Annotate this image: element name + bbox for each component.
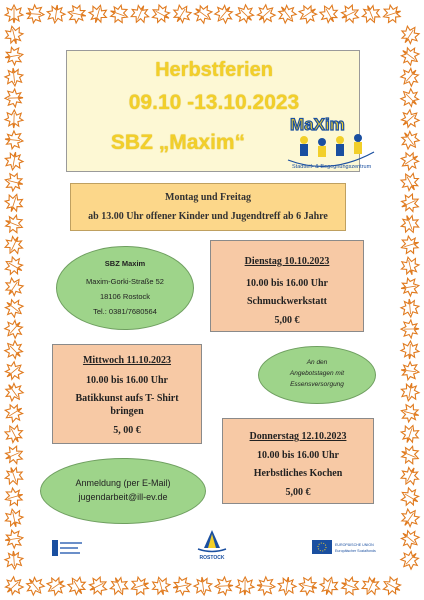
leaf-icon bbox=[2, 212, 25, 235]
dienstag-price: 5,00 € bbox=[274, 315, 300, 326]
leaf-icon bbox=[2, 464, 25, 487]
leaf-icon bbox=[397, 64, 422, 89]
leaf-icon bbox=[1, 337, 26, 362]
leaf-icon bbox=[397, 547, 422, 572]
note-line-3: Essensversorgung bbox=[290, 381, 344, 388]
mittwoch-activity-1: Batikkunst aufs T- Shirt bbox=[75, 393, 179, 404]
leaf-icon bbox=[296, 2, 321, 27]
leaf-icon bbox=[232, 1, 257, 26]
opening-hours-box bbox=[70, 183, 346, 231]
donnerstag-date: Donnerstag 12.10.2023 bbox=[249, 431, 347, 442]
leaf-icon bbox=[297, 575, 319, 597]
leaf-icon bbox=[236, 577, 254, 595]
leaf-icon bbox=[107, 574, 131, 598]
note-line-2: Angebotstagen mit bbox=[289, 370, 345, 377]
leaf-icon bbox=[397, 106, 422, 131]
leaf-icon bbox=[253, 1, 278, 26]
donnerstag-price: 5,00 € bbox=[285, 487, 311, 498]
leaf-icon bbox=[2, 422, 26, 446]
leaf-icon bbox=[1, 573, 26, 598]
leaf-icon bbox=[399, 381, 420, 402]
leaf-icon bbox=[2, 254, 27, 279]
leaf-icon bbox=[380, 574, 404, 598]
leaf-icon bbox=[397, 127, 422, 152]
maxim-logo-brand: MaXim bbox=[290, 115, 345, 134]
title-herbstferien: Herbstferien bbox=[155, 59, 273, 81]
leaf-icon bbox=[3, 24, 25, 46]
address-street: Maxim-Gorki-Straße 52 bbox=[86, 277, 164, 286]
leaf-icon bbox=[400, 298, 420, 318]
dienstag-time: 10.00 bis 16.00 Uhr bbox=[246, 278, 328, 289]
mittwoch-price: 5, 00 € bbox=[113, 425, 141, 436]
leaf-icon bbox=[2, 275, 27, 300]
leaf-icon bbox=[170, 2, 195, 27]
leaf-icon bbox=[2, 401, 27, 426]
donnerstag-time: 10.00 bis 16.00 Uhr bbox=[257, 450, 339, 461]
address-city: 18106 Rostock bbox=[99, 292, 151, 301]
leaf-icon bbox=[87, 3, 109, 25]
maxim-logo bbox=[282, 110, 378, 176]
leaf-icon bbox=[401, 341, 420, 360]
leaf-icon bbox=[66, 3, 87, 24]
leaf-icon bbox=[1, 358, 26, 383]
mittwoch-activity-2: bringen bbox=[110, 406, 144, 417]
leaf-icon bbox=[398, 191, 422, 215]
donnerstag-card bbox=[222, 418, 374, 504]
leaf-icon bbox=[5, 110, 24, 129]
leaf-icon bbox=[1, 295, 26, 320]
rostock-logo-text: ROSTOCK bbox=[199, 555, 225, 560]
leaf-icon bbox=[398, 443, 422, 467]
title-sbz-maxim: SBZ „Maxim“ bbox=[110, 131, 246, 154]
leaf-icon bbox=[65, 574, 90, 599]
title-dates: 09.10 -13.10.2023 bbox=[128, 91, 300, 114]
maxim-logo-subtitle: Stadtteil- & Begegnungszentrum bbox=[292, 164, 372, 170]
leaf-icon bbox=[150, 575, 172, 597]
rostock-logo bbox=[190, 530, 234, 560]
leaf-icon bbox=[86, 574, 110, 598]
leaf-icon bbox=[317, 2, 342, 27]
leaf-icon bbox=[398, 212, 421, 235]
leaf-icon bbox=[171, 575, 192, 596]
leaf-icon bbox=[128, 2, 152, 26]
leaf-icon bbox=[338, 2, 362, 26]
leaf-icon bbox=[399, 402, 421, 424]
leaf-icon bbox=[129, 575, 152, 598]
leaf-icon bbox=[318, 575, 340, 597]
leaf-icon bbox=[46, 4, 66, 24]
donnerstag-activity: Herbstliches Kochen bbox=[253, 468, 343, 479]
mittwoch-date: Mittwoch 11.10.2023 bbox=[82, 355, 172, 366]
leaf-icon bbox=[256, 576, 276, 596]
registration-label: Anmeldung (per E-Mail) bbox=[75, 478, 171, 488]
leaf-icon bbox=[399, 234, 421, 256]
leaf-icon bbox=[1, 316, 26, 341]
leaf-icon bbox=[400, 277, 421, 298]
leaf-icon bbox=[3, 507, 24, 528]
leaf-icon bbox=[4, 529, 24, 549]
leaf-icon bbox=[3, 171, 25, 193]
leaf-icon bbox=[211, 1, 236, 26]
leaf-icon bbox=[398, 149, 423, 174]
leaf-icon bbox=[401, 320, 419, 338]
leaf-icon bbox=[359, 574, 383, 598]
dienstag-activity: Schmuckwerkstatt bbox=[247, 296, 327, 307]
leaf-icon bbox=[4, 151, 25, 172]
leaf-icon bbox=[397, 43, 422, 68]
leaf-icon bbox=[5, 5, 23, 23]
leaf-icon bbox=[398, 170, 422, 194]
leaf-icon bbox=[4, 46, 25, 67]
opening-days: Montag und Freitag bbox=[165, 192, 251, 203]
city-logo-left bbox=[52, 540, 84, 556]
leaf-icon bbox=[2, 443, 26, 467]
leaf-icon bbox=[399, 255, 421, 277]
leaf-icon bbox=[25, 4, 44, 23]
leaf-icon bbox=[338, 574, 361, 597]
leaf-icon bbox=[399, 423, 422, 446]
leaf-icon bbox=[359, 2, 382, 25]
leaf-icon bbox=[215, 577, 234, 596]
opening-hours-text: ab 13.00 Uhr offener Kinder und Jugendtreff ab 6 Jahre bbox=[88, 211, 328, 222]
registration-ellipse bbox=[40, 458, 206, 524]
eu-logo-line-2: Europäischer Sozialfonds bbox=[335, 549, 376, 553]
leaf-icon bbox=[381, 3, 404, 26]
leaf-icon bbox=[398, 23, 423, 48]
leaf-icon bbox=[190, 1, 215, 26]
leaf-icon bbox=[400, 361, 420, 381]
leaf-icon bbox=[4, 67, 24, 87]
leaf-icon bbox=[1, 379, 26, 404]
leaf-icon bbox=[149, 2, 173, 26]
catering-note-ellipse bbox=[258, 346, 376, 404]
address-phone: Tel.: 0381/7680564 bbox=[93, 307, 157, 316]
registration-email[interactable]: jugendarbeit@ill-ev.de bbox=[78, 492, 168, 502]
dienstag-date: Dienstag 10.10.2023 bbox=[244, 256, 330, 267]
leaf-icon bbox=[397, 526, 422, 551]
address-name: SBZ Maxim bbox=[104, 259, 146, 268]
leaf-icon bbox=[4, 130, 24, 150]
leaf-icon bbox=[4, 550, 23, 569]
mittwoch-card bbox=[52, 344, 202, 444]
eu-logo-line-1: EUROPÄISCHE UNION bbox=[335, 543, 374, 547]
leaf-icon bbox=[193, 576, 213, 596]
leaf-icon bbox=[5, 89, 24, 108]
leaf-icon bbox=[107, 2, 130, 25]
leaf-icon bbox=[398, 485, 423, 510]
leaf-icon bbox=[277, 576, 298, 597]
leaf-icon bbox=[22, 573, 47, 598]
leaf-icon bbox=[43, 573, 68, 598]
leaf-icon bbox=[274, 1, 299, 26]
leaf-icon bbox=[397, 85, 422, 110]
leaf-icon bbox=[3, 192, 26, 215]
mittwoch-time: 10.00 bis 16.00 Uhr bbox=[86, 375, 168, 386]
leaf-icon bbox=[2, 233, 26, 257]
address-ellipse bbox=[56, 246, 194, 330]
dienstag-card bbox=[210, 240, 364, 332]
note-line-1: An den bbox=[306, 359, 328, 366]
leaf-icon bbox=[397, 505, 422, 530]
leaf-icon bbox=[3, 486, 25, 508]
eu-logo bbox=[312, 540, 376, 556]
leaf-icon bbox=[398, 464, 422, 488]
